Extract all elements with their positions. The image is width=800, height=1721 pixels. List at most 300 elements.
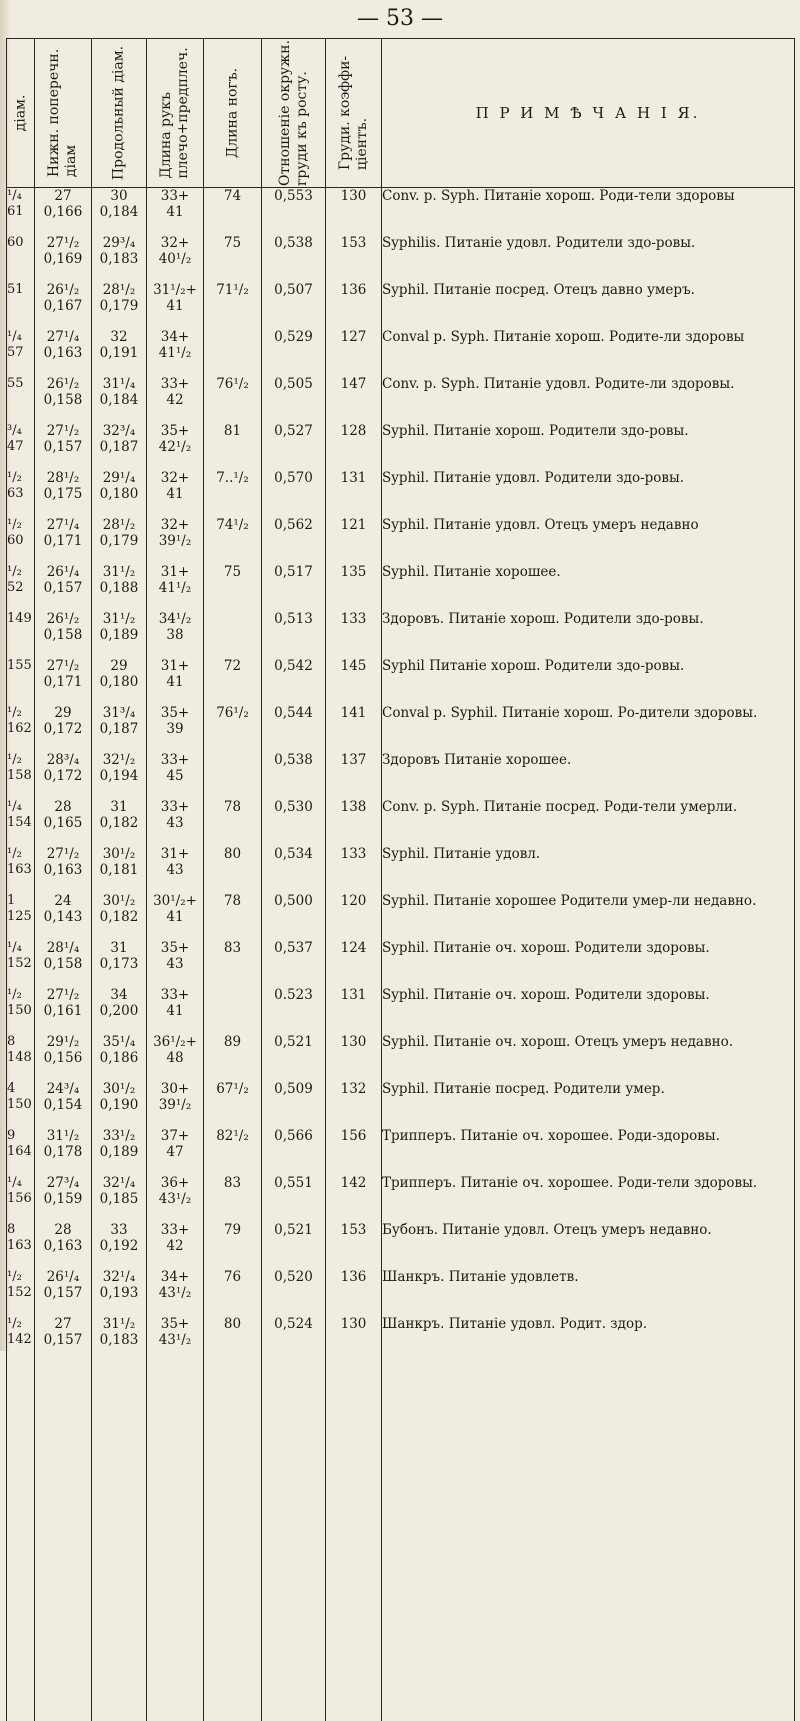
ratio-cell: 0,505 <box>262 376 326 423</box>
ratio-cell: 0,566 <box>262 1128 326 1175</box>
page-number: — 53 — <box>357 6 443 31</box>
row-index-cell-line-2: 142 <box>7 1332 32 1347</box>
arm-length-cell <box>147 658 204 705</box>
arm-length-cell-line-2: 39¹/₂ <box>158 533 192 549</box>
cross-diameter-cell <box>35 1269 92 1316</box>
row-index-cell-line-2: 60 <box>7 533 24 548</box>
ratio-cell: 0,538 <box>262 235 326 282</box>
long-diameter-cell <box>92 799 147 846</box>
cross-diameter-cell <box>35 1081 92 1128</box>
long-diameter-cell <box>92 1034 147 1081</box>
long-diameter-cell-line-2: 0,182 <box>99 909 139 925</box>
note-cell: Здоровъ Питаніе хорошее. <box>382 752 795 799</box>
note-cell: Syphil. Питаніе оч. хорош. Отецъ умеръ недавно. <box>382 1034 795 1081</box>
arm-length-cell-line-2: 41 <box>166 674 184 690</box>
arm-length-cell-line-1: 36¹/₂+ <box>153 1034 197 1050</box>
row-index-cell <box>7 846 35 893</box>
arm-length-cell-line-1: 35+ <box>160 940 190 956</box>
long-diameter-cell <box>92 329 147 376</box>
cross-diameter-cell <box>35 987 92 1034</box>
row-index-cell-line-1: 1 <box>7 893 16 908</box>
empty-cell <box>147 1363 204 1721</box>
table-row <box>7 1081 795 1128</box>
arm-length-cell-line-2: 45 <box>166 768 184 784</box>
arm-length-cell-line-2: 41¹/₂ <box>158 580 192 596</box>
chest-coefficient-cell: 128 <box>326 423 382 470</box>
leg-length-cell: 78 <box>204 893 262 940</box>
header-arm-length: Длина рукъ плечо+предплеч. <box>147 39 204 188</box>
row-index-cell-line-2: 162 <box>7 721 32 736</box>
cross-diameter-cell-line-2: 0,171 <box>43 674 83 690</box>
long-diameter-cell <box>92 705 147 752</box>
empty-cell <box>204 1363 262 1721</box>
table-row <box>7 1175 795 1222</box>
leg-length-cell: 81 <box>204 423 262 470</box>
chest-coefficient-cell: 130 <box>326 1316 382 1363</box>
cross-diameter-cell-line-2: 0,156 <box>43 1050 83 1066</box>
chest-coefficient-cell: 131 <box>326 987 382 1034</box>
header-ratio: Отношеніе окружн. груди къ росту. <box>262 39 326 188</box>
arm-length-cell-line-2: 43 <box>166 815 184 831</box>
note-cell: Syphil. Питаніе посред. Отецъ давно умеръ. <box>382 282 795 329</box>
row-index-cell-line-1: ³/₄ <box>7 423 22 438</box>
table-row <box>7 799 795 846</box>
long-diameter-cell <box>92 611 147 658</box>
arm-length-cell <box>147 611 204 658</box>
chest-coefficient-cell: 132 <box>326 1081 382 1128</box>
long-diameter-cell-line-2: 0,183 <box>99 1332 139 1348</box>
table-row <box>7 470 795 517</box>
cross-diameter-cell-line-2: 0,143 <box>43 909 83 925</box>
cross-diameter-cell-line-1: 28³/₄ <box>46 752 80 768</box>
cross-diameter-cell <box>35 376 92 423</box>
cross-diameter-cell-line-2: 0,166 <box>43 204 83 220</box>
long-diameter-cell-line-2: 0,194 <box>99 768 139 784</box>
table-row <box>7 1222 795 1269</box>
note-cell: Syphilis. Питаніе удовл. Родители здо-ровы. <box>382 235 795 282</box>
row-index-cell-line-1: ¹/₂ <box>7 564 22 579</box>
arm-length-cell-line-1: 30+ <box>160 1081 190 1097</box>
chest-coefficient-cell: 127 <box>326 329 382 376</box>
long-diameter-cell-line-1: 33 <box>110 1222 128 1238</box>
arm-length-cell <box>147 423 204 470</box>
note-cell: Здоровъ. Питаніе хорош. Родители здо-ровы. <box>382 611 795 658</box>
long-diameter-cell-line-1: 32 <box>110 329 128 345</box>
cross-diameter-cell-line-2: 0,171 <box>43 533 83 549</box>
cross-diameter-cell <box>35 517 92 564</box>
arm-length-cell <box>147 1269 204 1316</box>
row-index-cell <box>7 799 35 846</box>
chest-coefficient-cell: 121 <box>326 517 382 564</box>
long-diameter-cell <box>92 517 147 564</box>
row-index-cell-line-2: 163 <box>7 1238 32 1253</box>
cross-diameter-cell-line-1: 28 <box>54 1222 72 1238</box>
cross-diameter-cell-line-2: 0,158 <box>43 627 83 643</box>
note-cell: Conv. p. Syph. Питаніе удовл. Родите-ли здоровы. <box>382 376 795 423</box>
cross-diameter-cell-line-2: 0,159 <box>43 1191 83 1207</box>
ratio-cell: 0,537 <box>262 940 326 987</box>
chest-coefficient-cell: 145 <box>326 658 382 705</box>
cross-diameter-cell <box>35 752 92 799</box>
note-cell: Syphil. Питаніе удовл. Родители здо-ровы. <box>382 470 795 517</box>
chest-coefficient-cell: 136 <box>326 1269 382 1316</box>
row-index-cell-line-2: 125 <box>7 909 32 924</box>
arm-length-cell-line-1: 31+ <box>160 846 190 862</box>
row-index-cell-line-1: 8 <box>7 1222 16 1237</box>
cross-diameter-cell-line-2: 0,157 <box>43 580 83 596</box>
arm-length-cell-line-1: 30¹/₂+ <box>153 893 197 909</box>
long-diameter-cell-line-1: 29¹/₄ <box>102 470 136 486</box>
leg-length-cell: 83 <box>204 1175 262 1222</box>
long-diameter-cell <box>92 1316 147 1363</box>
cross-diameter-cell-line-1: 29¹/₂ <box>46 1034 80 1050</box>
arm-length-cell <box>147 1316 204 1363</box>
arm-length-cell-line-1: 34+ <box>160 329 190 345</box>
row-index-cell-line-2: 152 <box>7 956 32 971</box>
row-index-cell-line-1: ¹/₂ <box>7 470 22 485</box>
empty-cell <box>382 1363 795 1721</box>
arm-length-cell <box>147 893 204 940</box>
long-diameter-cell-line-1: 28¹/₂ <box>102 517 136 533</box>
row-index-cell <box>7 611 35 658</box>
arm-length-cell-line-2: 43¹/₂ <box>158 1285 192 1301</box>
ratio-cell: 0.523 <box>262 987 326 1034</box>
table-row <box>7 940 795 987</box>
long-diameter-cell-line-1: 29 <box>110 658 128 674</box>
cross-diameter-cell-line-2: 0,154 <box>43 1097 83 1113</box>
header-notes: П Р И М Ѣ Ч А Н І Я. <box>382 39 795 188</box>
long-diameter-cell <box>92 987 147 1034</box>
arm-length-cell-line-2: 43 <box>166 862 184 878</box>
arm-length-cell-line-2: 41 <box>166 298 184 314</box>
row-index-cell <box>7 282 35 329</box>
cross-diameter-cell-line-2: 0,161 <box>43 1003 83 1019</box>
cross-diameter-cell <box>35 705 92 752</box>
leg-length-cell <box>204 987 262 1034</box>
long-diameter-cell-line-1: 28¹/₂ <box>102 282 136 298</box>
ratio-cell: 0,551 <box>262 1175 326 1222</box>
empty-cell <box>35 1363 92 1721</box>
arm-length-cell-line-2: 48 <box>166 1050 184 1066</box>
cross-diameter-cell-line-1: 24 <box>54 893 72 909</box>
arm-length-cell <box>147 188 204 236</box>
table-row <box>7 987 795 1034</box>
long-diameter-cell-line-1: 31 <box>110 940 128 956</box>
cross-diameter-cell <box>35 329 92 376</box>
cross-diameter-cell-line-1: 27 <box>54 188 72 204</box>
row-index-cell-line-1: ¹/₂ <box>7 1269 22 1284</box>
header-long-diameter: Продольный діам. <box>92 39 147 188</box>
arm-length-cell <box>147 846 204 893</box>
table-row <box>7 1316 795 1363</box>
ratio-cell: 0,570 <box>262 470 326 517</box>
long-diameter-cell-line-2: 0,184 <box>99 204 139 220</box>
table-row <box>7 235 795 282</box>
row-index-cell-line-2: 55 <box>7 376 24 391</box>
note-cell: Шанкръ. Питаніе удовлетв. <box>382 1269 795 1316</box>
cross-diameter-cell-line-2: 0,157 <box>43 439 83 455</box>
arm-length-cell <box>147 376 204 423</box>
ratio-cell: 0,544 <box>262 705 326 752</box>
long-diameter-cell-line-1: 35¹/₄ <box>102 1034 136 1050</box>
table-row <box>7 893 795 940</box>
cross-diameter-cell-line-1: 31¹/₂ <box>46 1128 80 1144</box>
leg-length-cell <box>204 752 262 799</box>
arm-length-cell-line-2: 41 <box>166 909 184 925</box>
chest-coefficient-cell: 142 <box>326 1175 382 1222</box>
cross-diameter-cell-line-1: 28 <box>54 799 72 815</box>
row-index-cell-line-2: 63 <box>7 486 24 501</box>
table-row <box>7 329 795 376</box>
long-diameter-cell-line-2: 0,182 <box>99 815 139 831</box>
note-cell: Бубонъ. Питаніе удовл. Отецъ умеръ недавно. <box>382 1222 795 1269</box>
cross-diameter-cell <box>35 893 92 940</box>
chest-coefficient-cell: 136 <box>326 282 382 329</box>
note-cell: Conv. p. Syph. Питаніе хорош. Роди-тели здоровы <box>382 188 795 236</box>
arm-length-cell-line-2: 39 <box>166 721 184 737</box>
cross-diameter-cell <box>35 846 92 893</box>
cross-diameter-cell-line-1: 28¹/₄ <box>46 940 80 956</box>
chest-coefficient-cell: 130 <box>326 1034 382 1081</box>
cross-diameter-cell-line-1: 27¹/₂ <box>46 235 80 251</box>
ratio-cell: 0,553 <box>262 188 326 236</box>
row-index-cell <box>7 752 35 799</box>
cross-diameter-cell <box>35 611 92 658</box>
row-index-cell-line-2: 47 <box>7 439 24 454</box>
row-index-cell <box>7 1128 35 1175</box>
row-index-cell <box>7 188 35 236</box>
long-diameter-cell-line-1: 32¹/₂ <box>102 752 136 768</box>
arm-length-cell-line-2: 42 <box>166 392 184 408</box>
arm-length-cell <box>147 517 204 564</box>
header-leg-length: Длина ногъ. <box>204 39 262 188</box>
long-diameter-cell <box>92 470 147 517</box>
arm-length-cell-line-1: 31+ <box>160 658 190 674</box>
row-index-cell <box>7 376 35 423</box>
ratio-cell: 0,520 <box>262 1269 326 1316</box>
arm-length-cell <box>147 329 204 376</box>
leg-length-cell: 76¹/₂ <box>204 705 262 752</box>
leg-length-cell <box>204 329 262 376</box>
long-diameter-cell-line-2: 0,186 <box>99 1050 139 1066</box>
long-diameter-cell-line-1: 29³/₄ <box>102 235 136 251</box>
cross-diameter-cell-line-1: 27¹/₄ <box>46 329 80 345</box>
cross-diameter-cell-line-1: 26¹/₄ <box>46 564 80 580</box>
empty-cell <box>7 1363 35 1721</box>
cross-diameter-cell-line-2: 0,178 <box>43 1144 83 1160</box>
note-cell: Syphil. Питаніе хорош. Родители здо-ровы. <box>382 423 795 470</box>
table-row <box>7 517 795 564</box>
leg-length-cell: 80 <box>204 1316 262 1363</box>
long-diameter-cell <box>92 235 147 282</box>
ratio-cell: 0,534 <box>262 846 326 893</box>
note-cell: Conval p. Syph. Питаніе хорош. Родите-ли здоровы <box>382 329 795 376</box>
long-diameter-cell-line-2: 0,188 <box>99 580 139 596</box>
ratio-cell: 0,513 <box>262 611 326 658</box>
arm-length-cell-line-1: 32+ <box>160 517 190 533</box>
cross-diameter-cell-line-1: 27¹/₂ <box>46 846 80 862</box>
cross-diameter-cell-line-1: 27¹/₂ <box>46 987 80 1003</box>
long-diameter-cell-line-1: 32¹/₄ <box>102 1175 136 1191</box>
table-row <box>7 658 795 705</box>
arm-length-cell-line-1: 36+ <box>160 1175 190 1191</box>
row-index-cell-line-2: 148 <box>7 1050 32 1065</box>
row-index-cell-line-2: 52 <box>7 580 24 595</box>
row-index-cell-line-2: 150 <box>7 1097 32 1112</box>
row-index-cell-line-1: ¹/₂ <box>7 1316 22 1331</box>
table-row <box>7 705 795 752</box>
table-row <box>7 1128 795 1175</box>
cross-diameter-cell <box>35 940 92 987</box>
row-index-cell-line-2: 163 <box>7 862 32 877</box>
long-diameter-cell-line-2: 0,192 <box>99 1238 139 1254</box>
ratio-cell: 0,517 <box>262 564 326 611</box>
row-index-cell <box>7 564 35 611</box>
chest-coefficient-cell: 138 <box>326 799 382 846</box>
row-index-cell <box>7 893 35 940</box>
arm-length-cell <box>147 987 204 1034</box>
long-diameter-cell-line-1: 30 <box>110 188 128 204</box>
cross-diameter-cell <box>35 1222 92 1269</box>
ratio-cell: 0,507 <box>262 282 326 329</box>
table-row <box>7 846 795 893</box>
arm-length-cell-line-1: 33+ <box>160 987 190 1003</box>
long-diameter-cell <box>92 564 147 611</box>
note-cell: Conval p. Syphil. Питаніе хорош. Ро-дители здоровы. <box>382 705 795 752</box>
row-index-cell-line-1: ¹/₄ <box>7 940 22 955</box>
table-row <box>7 282 795 329</box>
ratio-cell: 0,542 <box>262 658 326 705</box>
long-diameter-cell-line-1: 34 <box>110 987 128 1003</box>
chest-coefficient-cell: 120 <box>326 893 382 940</box>
cross-diameter-cell <box>35 799 92 846</box>
long-diameter-cell <box>92 282 147 329</box>
arm-length-cell <box>147 752 204 799</box>
cross-diameter-cell <box>35 235 92 282</box>
leg-length-cell: 75 <box>204 235 262 282</box>
arm-length-cell-line-1: 34+ <box>160 1269 190 1285</box>
leg-length-cell: 76¹/₂ <box>204 376 262 423</box>
table-row <box>7 1034 795 1081</box>
cross-diameter-cell-line-2: 0,165 <box>43 815 83 831</box>
row-index-cell-line-2: 155 <box>7 658 32 673</box>
arm-length-cell <box>147 940 204 987</box>
row-index-cell <box>7 235 35 282</box>
long-diameter-cell <box>92 188 147 236</box>
arm-length-cell <box>147 1175 204 1222</box>
long-diameter-cell <box>92 1128 147 1175</box>
row-index-cell <box>7 658 35 705</box>
table-row <box>7 423 795 470</box>
row-index-cell <box>7 470 35 517</box>
note-cell: Syphil. Питаніе хорошее Родители умер-ли недавно. <box>382 893 795 940</box>
row-index-cell <box>7 1269 35 1316</box>
cross-diameter-cell-line-1: 26¹/₄ <box>46 1269 80 1285</box>
leg-length-cell: 76 <box>204 1269 262 1316</box>
arm-length-cell-line-2: 43¹/₂ <box>158 1191 192 1207</box>
long-diameter-cell-line-2: 0,187 <box>99 439 139 455</box>
leg-length-cell: 83 <box>204 940 262 987</box>
table-row <box>7 611 795 658</box>
ratio-cell: 0,530 <box>262 799 326 846</box>
table-row <box>7 1269 795 1316</box>
long-diameter-cell-line-2: 0,189 <box>99 627 139 643</box>
row-index-cell-line-1: ¹/₂ <box>7 846 22 861</box>
long-diameter-cell-line-2: 0,185 <box>99 1191 139 1207</box>
empty-cell <box>326 1363 382 1721</box>
row-index-cell <box>7 1222 35 1269</box>
ratio-cell: 0,562 <box>262 517 326 564</box>
note-cell: Syphil. Питаніе оч. хорош. Родители здоровы. <box>382 987 795 1034</box>
arm-length-cell-line-1: 33+ <box>160 376 190 392</box>
leg-length-cell: 67¹/₂ <box>204 1081 262 1128</box>
leg-length-cell <box>204 611 262 658</box>
row-index-cell-line-1: ¹/₂ <box>7 517 22 532</box>
cross-diameter-cell-line-1: 27³/₄ <box>46 1175 80 1191</box>
chest-coefficient-cell: 135 <box>326 564 382 611</box>
chest-coefficient-cell: 133 <box>326 611 382 658</box>
arm-length-cell-line-1: 35+ <box>160 1316 190 1332</box>
cross-diameter-cell <box>35 282 92 329</box>
cross-diameter-cell-line-2: 0,172 <box>43 721 83 737</box>
arm-length-cell-line-1: 32+ <box>160 235 190 251</box>
leg-length-cell: 82¹/₂ <box>204 1128 262 1175</box>
note-cell: Syphil. Питаніе хорошее. <box>382 564 795 611</box>
long-diameter-cell <box>92 376 147 423</box>
long-diameter-cell-line-2: 0,179 <box>99 298 139 314</box>
row-index-cell-line-1: ¹/₂ <box>7 987 22 1002</box>
cross-diameter-cell-line-1: 27¹/₄ <box>46 517 80 533</box>
header-cross-diameter: Нижн. поперечн. діам <box>35 39 92 188</box>
cross-diameter-cell-line-2: 0,172 <box>43 768 83 784</box>
row-index-cell-line-1: ¹/₄ <box>7 188 22 203</box>
row-index-cell-line-2: 51 <box>7 282 24 297</box>
arm-length-cell <box>147 1222 204 1269</box>
note-cell: Syphil. Питаніе оч. хорош. Родители здоровы. <box>382 940 795 987</box>
long-diameter-cell-line-2: 0,180 <box>99 674 139 690</box>
cross-diameter-cell <box>35 1034 92 1081</box>
ratio-cell: 0,521 <box>262 1222 326 1269</box>
table-row <box>7 376 795 423</box>
long-diameter-cell-line-1: 33¹/₂ <box>102 1128 136 1144</box>
row-index-cell <box>7 1316 35 1363</box>
long-diameter-cell-line-1: 31³/₄ <box>102 705 136 721</box>
chest-coefficient-cell: 131 <box>326 470 382 517</box>
arm-length-cell-line-1: 33+ <box>160 188 190 204</box>
note-cell: Syphil Питаніе хорош. Родители здо-ровы. <box>382 658 795 705</box>
long-diameter-cell-line-2: 0,184 <box>99 392 139 408</box>
long-diameter-cell <box>92 940 147 987</box>
long-diameter-cell <box>92 752 147 799</box>
cross-diameter-cell-line-2: 0,158 <box>43 392 83 408</box>
row-index-cell-line-1: ¹/₄ <box>7 329 22 344</box>
cross-diameter-cell-line-1: 27¹/₂ <box>46 658 80 674</box>
long-diameter-cell-line-1: 30¹/₂ <box>102 1081 136 1097</box>
row-index-cell-line-1: ¹/₂ <box>7 705 22 720</box>
row-index-cell-line-2: 149 <box>7 611 32 626</box>
cross-diameter-cell-line-2: 0,169 <box>43 251 83 267</box>
arm-length-cell <box>147 1128 204 1175</box>
cross-diameter-cell-line-1: 28¹/₂ <box>46 470 80 486</box>
row-index-cell <box>7 329 35 376</box>
arm-length-cell-line-1: 35+ <box>160 423 190 439</box>
row-index-cell-line-2: 60 <box>7 235 24 250</box>
cross-diameter-cell <box>35 188 92 236</box>
leg-length-cell: 80 <box>204 846 262 893</box>
row-index-cell-line-2: 158 <box>7 768 32 783</box>
long-diameter-cell-line-1: 30¹/₂ <box>102 893 136 909</box>
note-cell: Трипперъ. Питаніе оч. хорошее. Роди-здоровы. <box>382 1128 795 1175</box>
